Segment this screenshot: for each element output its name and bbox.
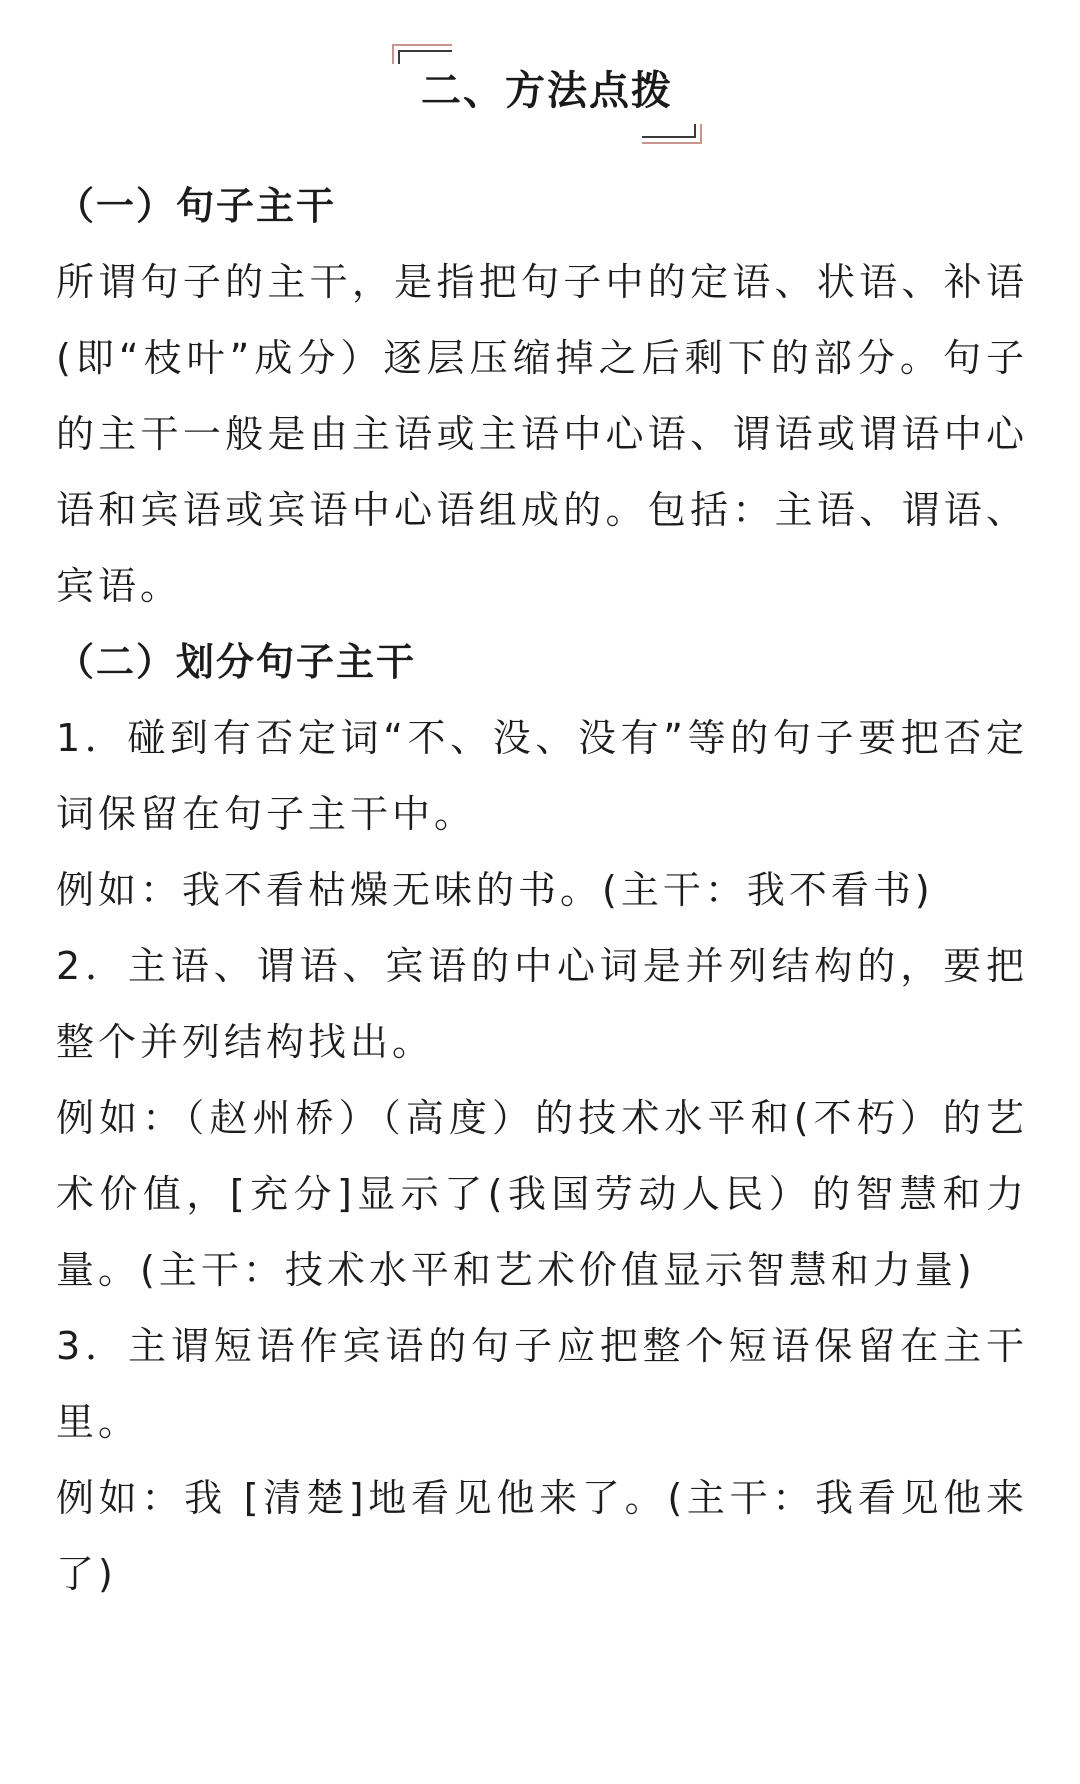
example-3-paragraph: 例如：我 [清楚]地看见他来了。(主干：我看见他来了) <box>56 1476 1028 1596</box>
document-body <box>56 168 1028 1612</box>
section-heading-sentence-trunk: （一）句子主干 <box>56 184 337 228</box>
example-2-paragraph: 例如：（赵州桥）（高度）的技术水平和(不朽）的艺术价值，[充分]显示了(我国劳动人民）的智慧和力量。(主干：技术水平和艺术价值显示智慧和力量) <box>56 1096 1028 1292</box>
rule-3-paragraph: 3．主谓短语作宾语的句子应把整个短语保留在主干里。 <box>56 1324 1028 1444</box>
example-1-paragraph: 例如：我不看枯燥无味的书。(主干：我不看书) <box>56 868 934 912</box>
title-corner-bottom-right <box>642 124 702 144</box>
definition-paragraph: 所谓句子的主干，是指把句子中的定语、状语、补语(即“枝叶”成分）逐层压缩掉之后剩下的部分。句子的主干一般是由主语或主语中心语、谓语或谓语中心语和宾语或宾语中心语组成的。包括：主语、谓语、宾语。 <box>56 260 1028 608</box>
section-heading-divide-trunk: （二）划分句子主干 <box>56 640 417 684</box>
rule-1-paragraph: 1．碰到有否定词“不、没、没有”等的句子要把否定词保留在句子主干中。 <box>56 716 1028 836</box>
title-corner-top-left <box>392 44 452 64</box>
page-title: 二、方法点拨 <box>421 68 673 114</box>
title-frame <box>392 44 702 144</box>
rule-2-paragraph: 2．主语、谓语、宾语的中心词是并列结构的，要把整个并列结构找出。 <box>56 944 1028 1064</box>
